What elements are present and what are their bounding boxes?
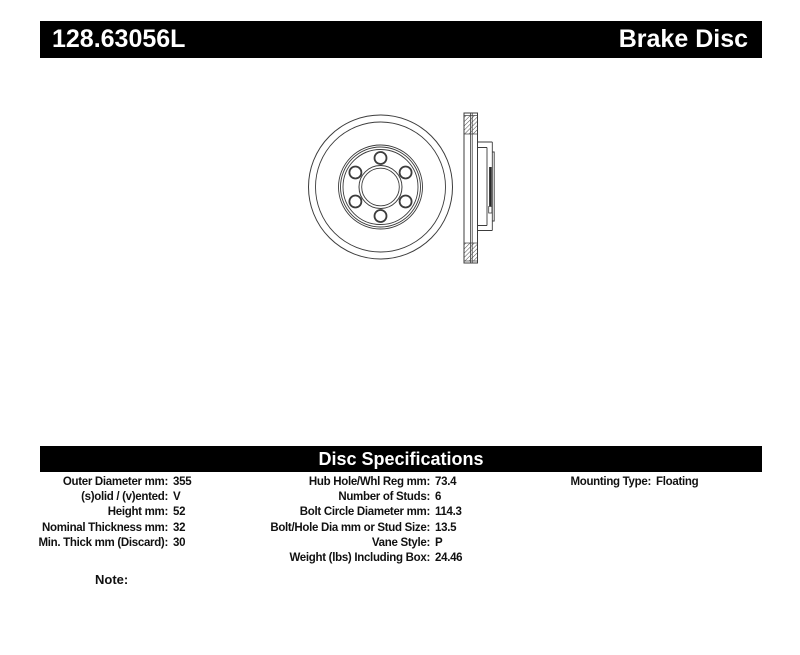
- spec-column-middle: [250, 475, 462, 566]
- spec-section-title: Disc Specifications: [318, 448, 484, 469]
- spec-row-outer-diameter: [20, 475, 191, 490]
- brake-disc-side-view: [464, 113, 494, 263]
- spec-row-hub-hole: [250, 475, 462, 490]
- spec-row-weight: [250, 551, 462, 566]
- note-label: Note:: [95, 572, 129, 587]
- hat-ring-inner: [343, 150, 418, 225]
- spec-value: V: [173, 491, 181, 504]
- spec-row-nominal-thickness: [20, 521, 191, 536]
- hat-ring-outer: [339, 145, 423, 229]
- spec-value: 355: [173, 476, 192, 488]
- spec-row-bolt-hole-dia: [250, 521, 462, 536]
- bolt-hole: [400, 167, 412, 179]
- spec-value: 114.3: [435, 506, 462, 519]
- spec-label: Mounting Type:: [570, 476, 651, 488]
- bolt-hole: [375, 152, 387, 164]
- bolt-hole: [349, 167, 361, 179]
- spec-label: Height mm:: [107, 506, 168, 519]
- spec-value: 6: [435, 491, 442, 504]
- spec-value: 24.46: [435, 552, 463, 565]
- spec-label: Bolt Circle Diameter mm:: [299, 506, 430, 519]
- spec-value: 52: [173, 506, 186, 519]
- spec-label: Vane Style:: [371, 536, 430, 549]
- brake-disc-technical-drawing: [290, 90, 520, 280]
- spec-label: Nominal Thickness mm:: [42, 521, 168, 534]
- spec-label: Min. Thick mm (Discard):: [38, 536, 168, 549]
- brake-disc-front-view: [309, 115, 453, 259]
- spec-label: Outer Diameter mm:: [62, 476, 168, 488]
- spec-value: 73.4: [435, 476, 457, 488]
- spec-label: Weight (lbs) Including Box:: [289, 552, 430, 565]
- section-hatch-bottom: [464, 243, 478, 261]
- braking-surface-inner-edge: [316, 122, 446, 252]
- bolt-hole: [400, 196, 412, 208]
- spec-label: Bolt/Hole Dia mm or Stud Size:: [270, 521, 430, 534]
- spec-label: (s)olid / (v)ented:: [81, 491, 168, 504]
- spec-row-min-thickness: [20, 536, 191, 551]
- disc-outer-edge: [309, 115, 453, 259]
- spec-column-left: [20, 475, 191, 551]
- spec-row-solid-vented: [20, 490, 191, 505]
- hub-hole-inner: [362, 168, 400, 206]
- hub-hole-outer: [359, 166, 402, 209]
- spec-value: 13.5: [435, 521, 457, 534]
- spec-label: Hub Hole/Whl Reg mm:: [308, 476, 430, 488]
- section-hatch-top: [464, 116, 478, 135]
- hat-ring-middle: [341, 147, 421, 227]
- spec-row-mounting-type: [500, 475, 698, 490]
- product-title: Brake Disc: [618, 25, 748, 53]
- bolt-hole: [349, 196, 361, 208]
- spec-row-number-of-studs: [250, 490, 462, 505]
- spec-section-title-bar: [40, 446, 762, 472]
- bolt-hole: [375, 210, 387, 222]
- spec-value: 30: [173, 536, 186, 549]
- spec-column-right: [500, 475, 698, 490]
- spec-row-bolt-circle-diameter: [250, 505, 462, 520]
- spec-value: 32: [173, 521, 186, 534]
- spec-value: Floating: [656, 476, 699, 488]
- hub-bore-detail: [489, 207, 492, 214]
- part-number: 128.63056L: [52, 25, 186, 53]
- spec-row-height: [20, 505, 191, 520]
- spec-row-vane-style: [250, 536, 462, 551]
- header-bar: [40, 21, 762, 58]
- spec-value: P: [435, 536, 443, 549]
- spec-label: Number of Studs:: [338, 491, 430, 504]
